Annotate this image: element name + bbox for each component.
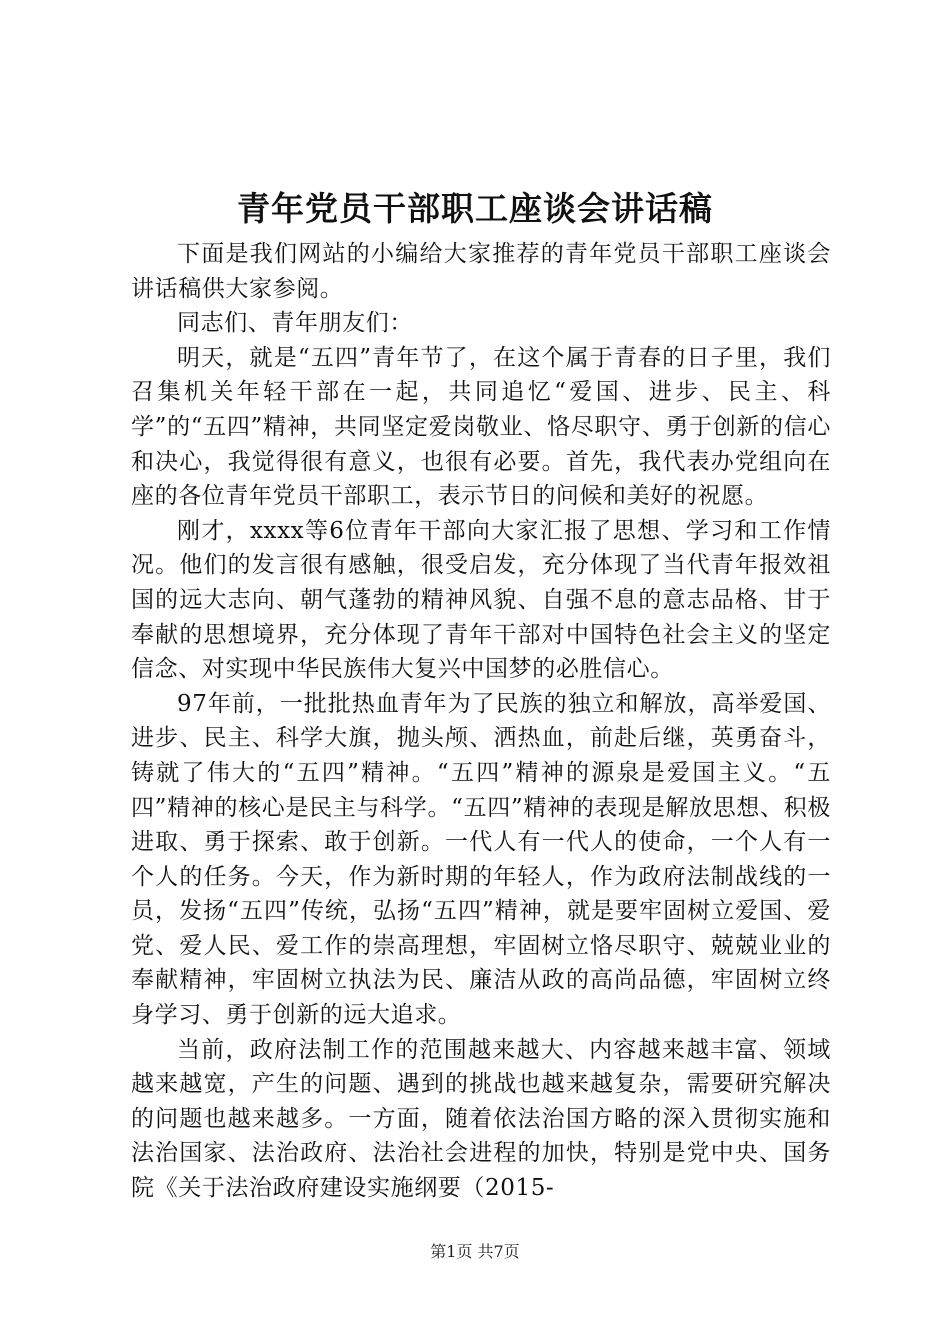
paragraph-current-situation: 当前，政府法制工作的范围越来越大、内容越来越丰富、领域越来越宽，产生的问题、遇到的挑战也越来越复杂，需要研究解决的问题也越来越多。一方面，随着依法治国方略的深入贯彻实施和法治国家、法治政府、法治社会进程的加快，特别是党中央、国务院《关于法治政府建设实施纲要（2015- [131,1036,831,1202]
document-body [131,237,831,1206]
paragraph-salutation: 同志们、青年朋友们： [177,310,413,337]
paragraph-reports: 刚才，xxxx等6位青年干部向大家汇报了思想、学习和工作情况。他们的发言很有感触，很受启发，充分体现了当代青年报效祖国的远大志向、朝气蓬勃的精神风貌、自强不息的意志品格、甘于奉献的思想境界，充分体现了青年干部对中国特色社会主义的坚定信念、对实现中华民族伟大复兴中国梦的必胜信心。 [131,517,831,683]
paragraph-intro: 下面是我们网站的小编给大家推荐的青年党员干部职工座谈会讲话稿供大家参阅。 [131,241,831,302]
document-title: 青年党员干部职工座谈会讲话稿 [237,189,713,228]
page-number-footer: 第1页 共7页 [430,1242,520,1261]
paragraph-opening: 明天，就是“五四”青年节了，在这个属于青春的日子里，我们召集机关年轻干部在一起，共同追忆“爱国、进步、民主、科学”的“五四”精神，共同坚定爱岗敬业、恪尽职守、勇于创新的信心和决心，我觉得很有意义，也很有必要。首先，我代表办党组向在座的各位青年党员干部职工，表示节日的问候和美好的祝愿。 [131,344,831,510]
paragraph-may-fourth-spirit: 97年前，一批批热血青年为了民族的独立和解放，高举爱国、进步、民主、科学大旗，抛头颅、洒热血，前赴后继，英勇奋斗，铸就了伟大的“五四”精神。“五四”精神的源泉是爱国主义。“五四”精神的核心是民主与科学。“五四”精神的表现是解放思想、积极进取、勇于探索、敢于创新。一代人有一代人的使命，一个人有一个人的任务。今天，作为新时期的年轻人，作为政府法制战线的一员，发扬“五四”传统，弘扬“五四”精神，就是要牢固树立爱国、爱党、爱人民、爱工作的崇高理想，牢固树立恪尽职守、兢兢业业的奉献精神，牢固树立执法为民、廉洁从政的高尚品德，牢固树立终身学习、勇于创新的远大追求。 [131,690,831,1029]
